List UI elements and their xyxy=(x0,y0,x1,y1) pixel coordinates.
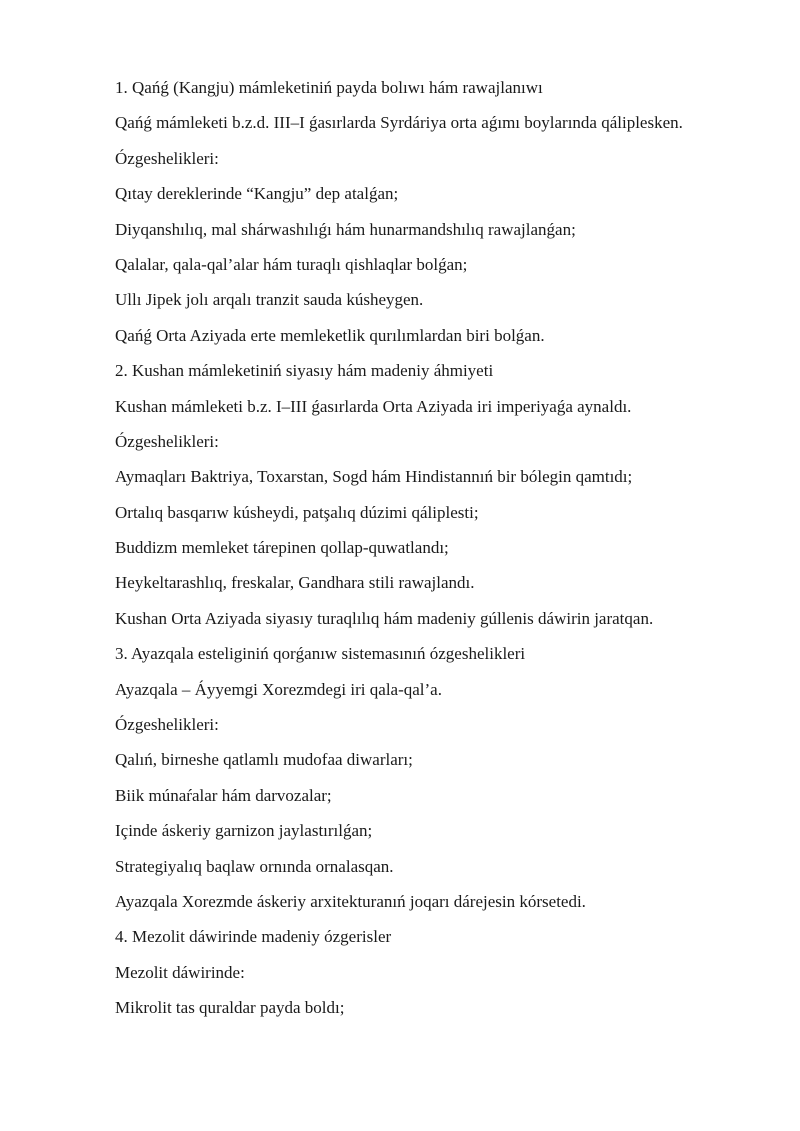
section-heading-1: 1. Qańǵ (Kangju) mámleketiniń payda bolıwı hám rawajlanıwı xyxy=(115,78,543,97)
subheading-features: Ózgeshelikleri: xyxy=(115,715,219,735)
list-item: Qalalar, qala-qal’alar hám turaqlı qishlaqlar bolǵan; xyxy=(115,254,468,274)
paragraph: Ayazqala Xorezmde áskeriy arxitekturanıń joqarı dárejesin kórsetedi. xyxy=(115,891,586,911)
list-item: Qıtay dereklerinde “Kangju” dep atalǵan; xyxy=(115,184,399,204)
list-item: Heykeltarashlıq, freskalar, Gandhara stili rawajlandı. xyxy=(115,573,475,593)
subheading-features: Ózgeshelikleri: xyxy=(115,148,219,168)
subheading-features: Ózgeshelikleri: xyxy=(115,431,219,451)
section-heading-3: 3. Ayazqala esteliginiń qorǵanıw sistemasınıń ózgeshelikleri xyxy=(115,644,526,664)
paragraph: Qańǵ Orta Aziyada erte memleketlik qurılımlardan biri bolǵan. xyxy=(115,325,545,345)
paragraph: Qańǵ mámleketi b.z.d. III–I ǵasırlarda Syrdáriya orta aǵımı boylarında qáliplesken. xyxy=(115,113,683,133)
paragraph: Mezolit dáwirinde: xyxy=(115,962,245,982)
paragraph: Kushan Orta Aziyada siyasıy turaqlılıq hám madeniy gúllenis dáwirin jaratqan. xyxy=(115,608,654,628)
list-item: Mikrolit tas quraldar payda boldı; xyxy=(115,998,345,1018)
list-item: Aymaqları Baktriya, Toxarstan, Sogd hám Hindistannıń bir bólegin qamtıdı; xyxy=(115,467,633,487)
list-item: Biik múnaŕalar hám darvozalar; xyxy=(115,785,332,805)
list-item: Ortalıq basqarıw kúsheydi, patşalıq dúzimi qáliplesti; xyxy=(115,502,479,522)
list-item: Buddizm memleket tárepinen qollap-quwatlandı; xyxy=(115,538,449,558)
list-item: Qalıń, birneshe qatlamlı mudofaa diwarları; xyxy=(115,750,413,770)
paragraph: Kushan mámleketi b.z. I–III ǵasırlarda Orta Aziyada iri imperiyaǵa aynaldı. xyxy=(115,396,632,416)
document-body xyxy=(115,76,704,1032)
section-heading-4: 4. Mezolit dáwirinde madeniy ózgerisler xyxy=(115,927,392,947)
list-item: Strategiyalıq baqlaw ornında ornalasqan. xyxy=(115,856,394,876)
list-item: Içinde áskeriy garnizon jaylastırılǵan; xyxy=(115,821,373,841)
list-item: Ullı Jipek jolı arqalı tranzit sauda kúsheygen. xyxy=(115,290,424,310)
list-item: Diyqanshılıq, mal shárwashılıǵı hám hunarmandshılıq rawajlanǵan; xyxy=(115,219,576,239)
section-heading-2: 2. Kushan mámleketiniń siyasıy hám madeniy áhmiyeti xyxy=(115,361,494,381)
paragraph: Ayazqala – Áyyemgi Xorezmdegi iri qala-qal’a. xyxy=(115,679,442,699)
